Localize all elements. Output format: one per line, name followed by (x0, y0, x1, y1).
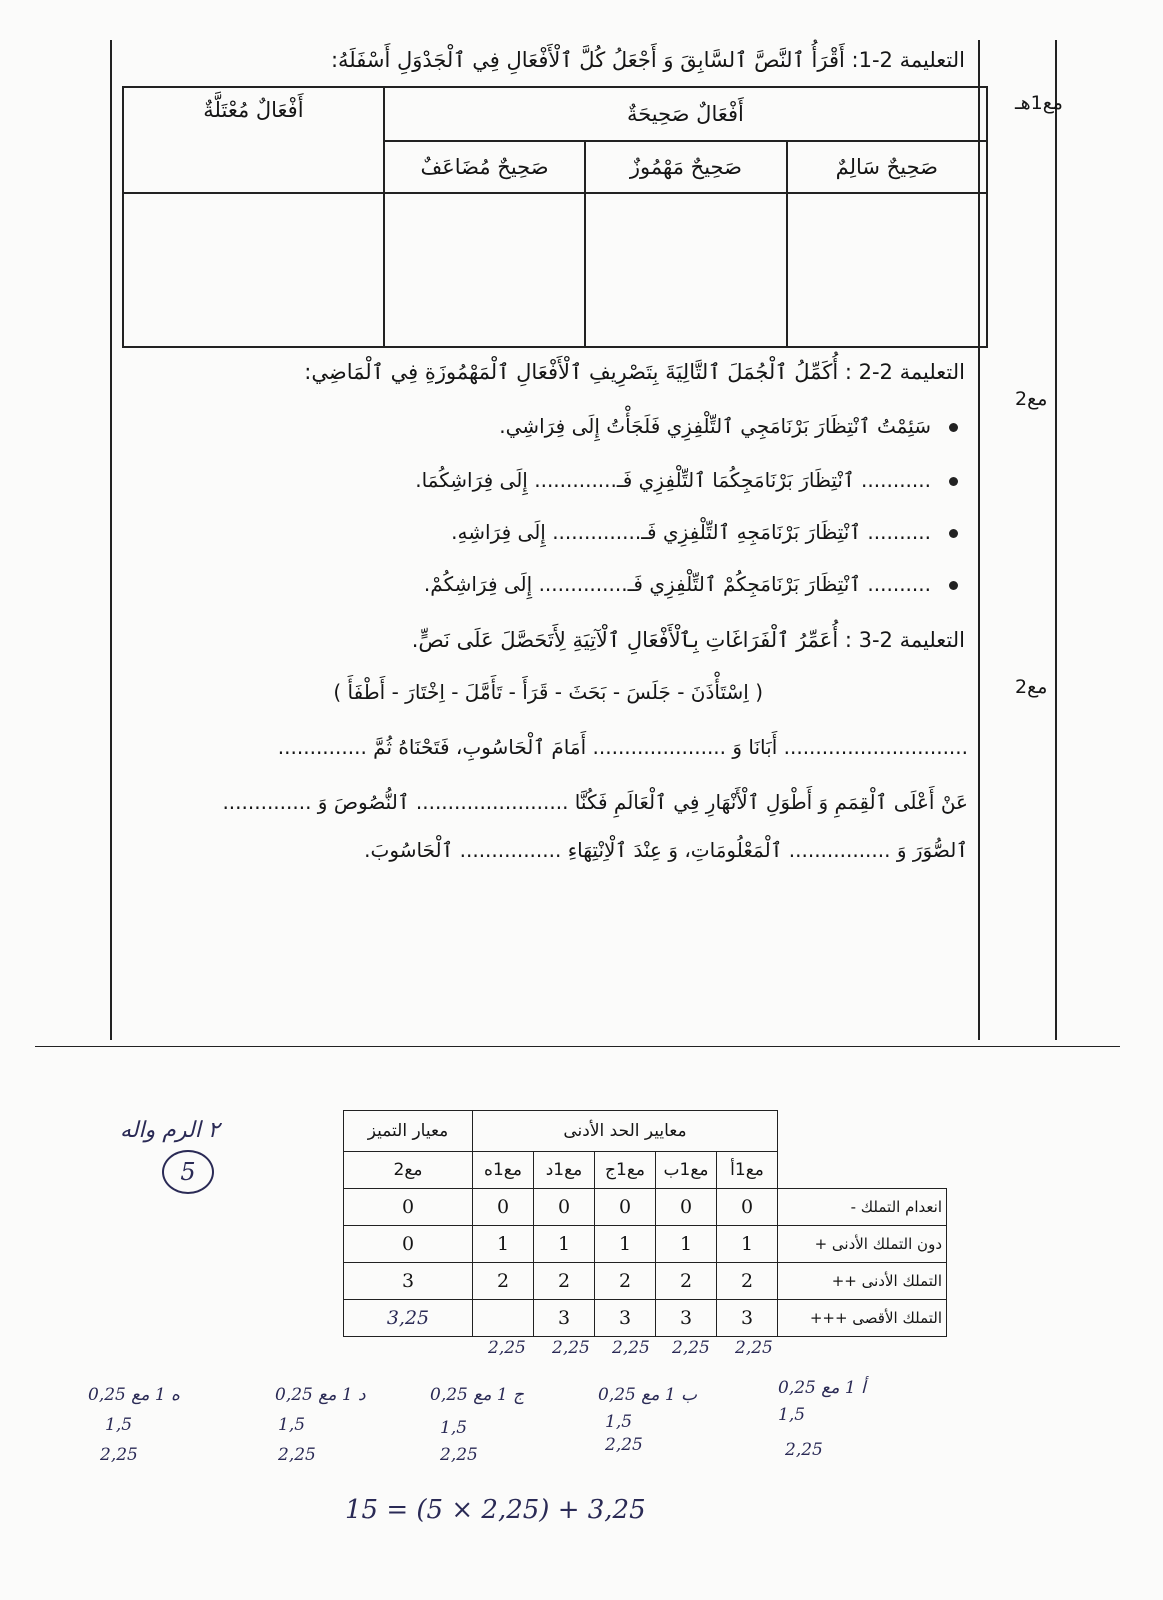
sentence-text: .......... ٱنْتِظَارَ بَرْنَامَجِهِ ٱلتِّلْفِزِي فَـ.............. إِلَى فِرَاشِهِ. (451, 520, 931, 544)
cell: 2 (473, 1263, 534, 1300)
excellence-cell: 3 (344, 1263, 473, 1300)
sentence-text: ........... ٱنْتِظَارَ بَرْنَامَجِكُمَا ٱلتِّلْفِزِي فَـ............. إِلَى فِرَاشِكُمَا. (415, 468, 931, 492)
row-label: التملك الأقصى +++ (778, 1300, 947, 1337)
sentence-4 (424, 572, 958, 596)
calc-r1: 0,25 ج 1 مع (430, 1385, 525, 1405)
calc-r3: 2,25 (785, 1440, 823, 1460)
table-row (344, 1189, 947, 1226)
cell: 1 (473, 1226, 534, 1263)
bullet-icon (949, 581, 958, 590)
cell: 0 (534, 1189, 595, 1226)
cell: 1 (717, 1226, 778, 1263)
section-divider (35, 1046, 1120, 1047)
cell: 2 (717, 1263, 778, 1300)
criteria-table (343, 1110, 947, 1337)
sentence-text: .......... ٱنْتِظَارَ بَرْنَامَجِكُمْ ٱلتِّلْفِزِي فَـ.............. إِلَى فِرَاشِكُمْ. (423, 572, 931, 596)
total-calculation: 15 = (5 × 2,25) + 3,25 (345, 1495, 646, 1525)
excellence-criteria-header: معيار التميز (344, 1111, 473, 1152)
fill-line-1: ............................. أَبَانَا وَ ..................... أَمَامَ ٱلْحَاسُوبِ، فَتَحْنَاهُ ثُمَّ .............. (277, 735, 968, 759)
mahmuz-cell[interactable] (585, 193, 786, 347)
col-score: 2,25 (488, 1338, 526, 1358)
salim-cell[interactable] (787, 193, 987, 347)
cell: 3 (656, 1300, 717, 1337)
cell: 2 (656, 1263, 717, 1300)
calc-r3: 2,25 (440, 1445, 478, 1465)
sentence-3 (451, 520, 958, 544)
row-label: التملك الأدنى ++ (778, 1263, 947, 1300)
verb-list: ( اِسْتَأْذَنَ - جَلَسَ - بَحَثَ - قَرَأَ - تَأَمَّلَ - اِخْتَارَ - أَطْفَأَ ) (333, 680, 763, 704)
cell: 2 (534, 1263, 595, 1300)
col-header: مع1ب (656, 1152, 717, 1189)
calc-r3: 2,25 (605, 1435, 643, 1455)
cell: 1 (595, 1226, 656, 1263)
cell: 3 (595, 1300, 656, 1337)
instruction-1: التعليمة 2-1: أَقْرَأُ ٱلنَّصَّ ٱلسَّابِقَ وَ أَجْعَلُ كُلَّ ٱلْأَفْعَالِ فِي ٱلْجَدْوَلِ أَسْفَلَهُ: (330, 48, 965, 72)
col-score: 2,25 (612, 1338, 650, 1358)
col-header: مع1أ (717, 1152, 778, 1189)
calc-r1: 0,25 ب 1 مع (598, 1385, 698, 1405)
col-score: 2,25 (672, 1338, 710, 1358)
bullet-icon (949, 423, 958, 432)
calc-r2: 1,5 (278, 1415, 306, 1435)
fill-line-3: ٱلصُّوَرَ وَ ................ ٱلْمَعْلُومَاتِ، وَ عِنْدَ ٱلْاِنْتِهَاءِ ................ ٱلْحَاسُوبَ. (364, 838, 968, 862)
excellence-col-header: مع2 (344, 1152, 473, 1189)
cell: 0 (595, 1189, 656, 1226)
col-score: 2,25 (552, 1338, 590, 1358)
cell: 2 (595, 1263, 656, 1300)
sentence-1 (499, 414, 958, 438)
verbs-table (122, 86, 988, 348)
calc-r1: 0,25 د 1 مع (275, 1385, 366, 1405)
col-header: مع1ج (595, 1152, 656, 1189)
excellence-cell: 0 (344, 1226, 473, 1263)
calc-r1: 0,25 ه 1 مع (88, 1385, 180, 1405)
weak-verbs-header: أَفْعَالٌ مُعْتَلَّةٌ (123, 87, 384, 193)
mahmuz-header: صَحِيحٌ مَهْمُوزٌ (585, 141, 786, 193)
calc-r2: 1,5 (440, 1418, 468, 1438)
fill-line-2: عَنْ أَعْلَى ٱلْقِمَمِ وَ أَطْوَلِ ٱلْأَنْهَارِ فِي ٱلْعَالَمِ فَكُنَّا ........................ ٱلنُّصُوصَ وَ .............. (222, 790, 968, 814)
mark-2: مع2 (1015, 388, 1048, 410)
left-frame-line (110, 40, 112, 1040)
table-row (344, 1226, 947, 1263)
instruction-3: التعليمة 2-3 : أُعَمِّرُ ٱلْفَرَاغَاتِ بِٱلْأَفْعَالِ ٱلْآتِيَةِ لِأَتَحَصَّلَ عَلَى نَصٍّ. (411, 628, 965, 652)
row-label: انعدام التملك - (778, 1189, 947, 1226)
table-row (344, 1300, 947, 1337)
col-header: مع1د (534, 1152, 595, 1189)
calc-r2: 1,5 (105, 1415, 133, 1435)
mudaaf-cell[interactable] (384, 193, 585, 347)
healthy-verbs-header: أَفْعَالٌ صَحِيحَةٌ (384, 87, 987, 141)
right-frame-line (1055, 40, 1057, 1040)
bullet-icon (949, 477, 958, 486)
sentence-text: سَئِمْتُ ٱنْتِظَارَ بَرْنَامَجِي ٱلتِّلْفِزِي فَلَجَأْتُ إِلَى فِرَاشِي. (499, 414, 931, 438)
cell: 3 (534, 1300, 595, 1337)
calc-r1: 0,25 أ 1 مع (778, 1378, 866, 1398)
cell: 0 (473, 1189, 534, 1226)
row-label: دون التملك الأدنى + (778, 1226, 947, 1263)
calc-r3: 2,25 (100, 1445, 138, 1465)
handwritten-score (162, 1150, 214, 1194)
handwritten-note: ٢ الرم واله (120, 1118, 220, 1143)
col-score: 2,25 (735, 1338, 773, 1358)
mark-3: مع2 (1015, 676, 1048, 698)
sentence-2 (415, 468, 958, 492)
bullet-icon (949, 529, 958, 538)
cell (473, 1300, 534, 1337)
cell: 0 (656, 1189, 717, 1226)
calc-r2: 1,5 (605, 1412, 633, 1432)
table-row (344, 1263, 947, 1300)
minimum-criteria-header: معايير الحد الأدنى (473, 1111, 778, 1152)
cell: 3 (717, 1300, 778, 1337)
col-header: مع1ه (473, 1152, 534, 1189)
mudaaf-header: صَحِيحٌ مُضَاعَفٌ (384, 141, 585, 193)
cell: 1 (534, 1226, 595, 1263)
excellence-cell: 3,25 (344, 1300, 473, 1337)
score-value: 5 (180, 1158, 196, 1186)
salim-header: صَحِيحٌ سَالِمٌ (787, 141, 987, 193)
calc-r2: 1,5 (778, 1405, 806, 1425)
calc-r3: 2,25 (278, 1445, 316, 1465)
cell: 0 (717, 1189, 778, 1226)
weak-cell[interactable] (123, 193, 384, 347)
excellence-cell: 0 (344, 1189, 473, 1226)
mark-1: مع1هـ (1015, 92, 1063, 114)
cell: 1 (656, 1226, 717, 1263)
instruction-2: التعليمة 2-2 : أُكَمِّلُ ٱلْجُمَلَ ٱلتَّالِيَةَ بِتَصْرِيفِ ٱلْأَفْعَالِ ٱلْمَهْمُوزَةِ فِي ٱلْمَاضِي: (304, 360, 965, 384)
